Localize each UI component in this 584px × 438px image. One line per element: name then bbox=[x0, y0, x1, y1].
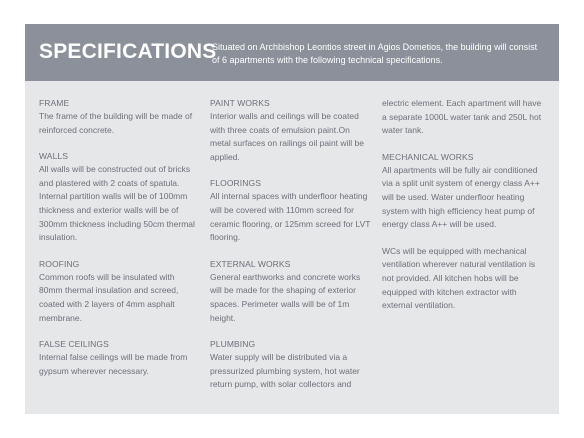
section-wcs bbox=[382, 245, 548, 313]
column-2 bbox=[210, 97, 372, 405]
section-text: General earthworks and concrete works will be made for the shaping of exterior spaces. Perimeter walls will be of 1m height. bbox=[210, 271, 361, 323]
section-floorings bbox=[210, 177, 372, 244]
section-text: All walls will be constructed out of bricks and plastered with 2 coats of spatula. Internal partition walls will be of 100mm thickness and exterior walls will be of 300mm thickness including 50cm thermal insulation. bbox=[39, 164, 195, 243]
section-mechanical-works bbox=[382, 151, 548, 232]
section-roofing bbox=[39, 258, 199, 325]
section-text: Common roofs will be insulated with 80mm thermal insulation and screed, coated with 2 layers of 4mm asphalt membrane. bbox=[39, 271, 179, 323]
section-heading: WALLS bbox=[39, 151, 69, 162]
section-heading: ROOFING bbox=[39, 258, 80, 269]
section-text: Water supply will be distributed via a pressurized plumbing system, hot water return pump, with solar collectors and bbox=[210, 352, 360, 390]
section-heading: MECHANICAL WORKS bbox=[382, 151, 474, 162]
section-text: Internal false ceilings will be made from gypsum wherever necessary. bbox=[39, 352, 188, 376]
section-text: Interior walls and ceilings will be coated with three coats of emulsion paint.On metal surfaces on railings oil paint will be applied. bbox=[210, 111, 365, 162]
section-heading: EXTERNAL WORKS bbox=[210, 258, 291, 269]
section-heading: PLUMBING bbox=[210, 339, 256, 350]
intro-text: Situated on Archbishop Leontios street in Agios Dometios, the building will consist of 6 apartments with the following technical specifications. bbox=[212, 42, 538, 65]
section-external-works bbox=[210, 258, 372, 325]
section-paint-works bbox=[210, 97, 372, 164]
column-3 bbox=[382, 97, 548, 326]
section-text: WCs will be equipped with mechanical ventilation wherever natural ventilation is not provided. All kitchen hobs will be equipped with kitchen extractor with external ventilation. bbox=[382, 245, 536, 311]
column-1 bbox=[39, 97, 199, 391]
section-walls bbox=[39, 150, 199, 245]
section-plumbing bbox=[210, 338, 372, 392]
page-title: SPECIFICATIONS bbox=[39, 40, 217, 63]
specifications-card bbox=[25, 24, 559, 414]
section-text: The frame of the building will be made of reinforced concrete. bbox=[39, 111, 193, 135]
section-heading: PAINT WORKS bbox=[210, 98, 270, 108]
specifications-header bbox=[25, 24, 559, 81]
section-text: electric element. Each apartment will have a separate 1000L water tank and 250L hot water tank. bbox=[382, 98, 542, 136]
section-heading: FALSE CEILINGS bbox=[39, 339, 109, 350]
section-text: All apartments will be fully air conditioned via a split unit system of energy class A++ will be used. Water underfloor heating system with high efficiency heat pump of energy class A++ will be used. bbox=[382, 164, 540, 230]
section-text: All internal spaces with underfloor heating will be covered with 110mm screed for ceramic flooring, or 125mm screed for LVT flooring. bbox=[210, 191, 371, 243]
section-heading: FRAME bbox=[39, 98, 70, 108]
section-frame bbox=[39, 97, 199, 137]
section-heading: FLOORINGS bbox=[210, 178, 261, 189]
section-plumbing-continued bbox=[382, 97, 548, 138]
section-false-ceilings bbox=[39, 338, 199, 378]
